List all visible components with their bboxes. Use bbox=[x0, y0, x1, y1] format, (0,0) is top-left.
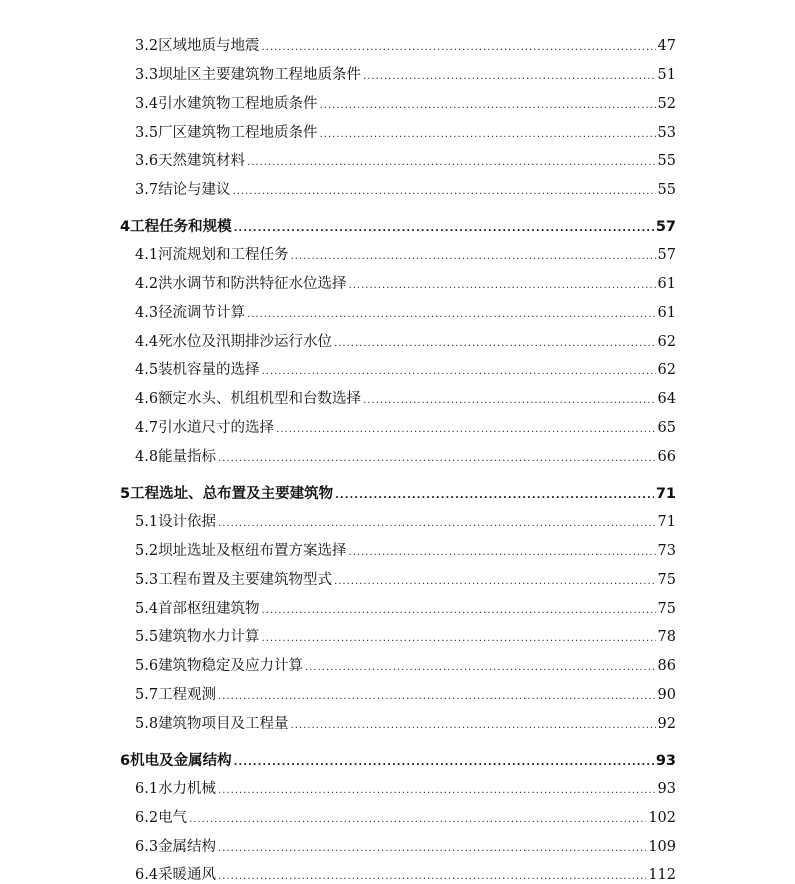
toc-dot-leader bbox=[233, 185, 656, 199]
toc-entry-number: 6.4 bbox=[135, 867, 159, 883]
toc-entry-page: 55 bbox=[657, 182, 676, 198]
toc-entry-number: 5.7 bbox=[135, 687, 159, 703]
toc-entry-number: 5 bbox=[120, 486, 131, 502]
toc-entry-number: 4 bbox=[120, 219, 131, 235]
toc-entry-page: 73 bbox=[657, 543, 676, 559]
toc-entry-page: 93 bbox=[657, 781, 676, 797]
toc-section-entry[interactable] bbox=[135, 444, 676, 466]
toc-chapter-entry[interactable] bbox=[120, 748, 676, 770]
toc-entry-title: 河流规划和工程任务 bbox=[158, 247, 289, 263]
toc-entry-number: 3.4 bbox=[135, 96, 159, 112]
toc-dot-leader bbox=[218, 517, 655, 531]
toc-section-entry[interactable] bbox=[135, 386, 676, 408]
toc-entry-number: 3.5 bbox=[135, 125, 159, 141]
toc-entry-page: 64 bbox=[657, 391, 676, 407]
toc-section-entry[interactable] bbox=[135, 300, 676, 322]
toc-entry-title: 区域地质与地震 bbox=[158, 38, 260, 54]
toc-entry-number: 3.6 bbox=[135, 153, 159, 169]
toc-entry-number: 4.2 bbox=[135, 276, 159, 292]
toc-dot-leader bbox=[335, 489, 654, 503]
toc-entry-number: 4.4 bbox=[135, 334, 159, 350]
toc-entry-number: 4.1 bbox=[135, 247, 159, 263]
toc-entry-number: 5.1 bbox=[135, 514, 159, 530]
toc-section-entry[interactable] bbox=[135, 509, 676, 531]
toc-entry-number: 3.7 bbox=[135, 182, 159, 198]
toc-entry-number: 6.3 bbox=[135, 839, 159, 855]
toc-entry-title: 建筑物项目及工程量 bbox=[158, 716, 289, 732]
toc-section-entry[interactable] bbox=[135, 148, 676, 170]
toc-entry-title: 金属结构 bbox=[158, 839, 217, 855]
toc-dot-leader bbox=[276, 423, 655, 437]
toc-chapter-entry[interactable] bbox=[120, 214, 676, 236]
toc-entry-title: 引水建筑物工程地质条件 bbox=[158, 96, 318, 112]
toc-entry-title: 洪水调节和防洪特征水位选择 bbox=[158, 276, 347, 292]
toc-entry-page: 61 bbox=[657, 276, 676, 292]
toc-dot-leader bbox=[234, 756, 654, 770]
toc-dot-leader bbox=[262, 365, 656, 379]
toc-dot-leader bbox=[262, 604, 656, 618]
toc-entry-page: 66 bbox=[657, 449, 676, 465]
toc-section-entry[interactable] bbox=[135, 834, 676, 856]
toc-section-entry[interactable] bbox=[135, 776, 676, 798]
toc-entry-page: 51 bbox=[657, 67, 676, 83]
toc-dot-leader bbox=[218, 870, 646, 884]
toc-dot-leader bbox=[291, 250, 656, 264]
toc-entry-page: 93 bbox=[655, 753, 676, 769]
toc-dot-leader bbox=[218, 842, 646, 856]
toc-section-entry[interactable] bbox=[135, 682, 676, 704]
toc-dot-leader bbox=[349, 279, 656, 293]
toc-entry-title: 径流调节计算 bbox=[158, 305, 246, 321]
toc-chapter-entry[interactable] bbox=[120, 481, 676, 503]
toc-dot-leader bbox=[334, 575, 655, 589]
toc-entry-page: 47 bbox=[657, 38, 676, 54]
toc-dot-leader bbox=[262, 632, 656, 646]
toc-entry-title: 天然建筑材料 bbox=[158, 153, 246, 169]
toc-entry-page: 112 bbox=[648, 867, 676, 883]
toc-section-entry[interactable] bbox=[135, 415, 676, 437]
toc-entry-number: 5.2 bbox=[135, 543, 159, 559]
toc-entry-title: 工程选址、总布置及主要建筑物 bbox=[130, 486, 334, 502]
toc-dot-leader bbox=[363, 394, 655, 408]
toc-entry-number: 4.5 bbox=[135, 362, 159, 378]
toc-section-entry[interactable] bbox=[135, 805, 676, 827]
toc-section-entry[interactable] bbox=[135, 271, 676, 293]
toc-entry-title: 死水位及汛期排沙运行水位 bbox=[158, 334, 333, 350]
toc-entry-title: 设计依据 bbox=[158, 514, 217, 530]
toc-dot-leader bbox=[291, 719, 656, 733]
toc-entry-page: 71 bbox=[657, 514, 676, 530]
toc-entry-title: 建筑物水力计算 bbox=[158, 629, 260, 645]
toc-dot-leader bbox=[234, 222, 654, 236]
toc-entry-title: 坝址选址及枢纽布置方案选择 bbox=[158, 543, 347, 559]
toc-entry-number: 4.6 bbox=[135, 391, 159, 407]
toc-dot-leader bbox=[218, 690, 655, 704]
toc-section-entry[interactable] bbox=[135, 357, 676, 379]
toc-section-entry[interactable] bbox=[135, 91, 676, 113]
toc-entry-page: 62 bbox=[657, 334, 676, 350]
toc-section-entry[interactable] bbox=[135, 567, 676, 589]
toc-entry-number: 6.2 bbox=[135, 810, 159, 826]
toc-entry-page: 109 bbox=[648, 839, 676, 855]
toc-dot-leader bbox=[320, 99, 656, 113]
toc-entry-page: 102 bbox=[648, 810, 676, 826]
toc-entry-page: 71 bbox=[655, 486, 676, 502]
toc-entry-page: 52 bbox=[657, 96, 676, 112]
toc-section-entry[interactable] bbox=[135, 120, 676, 142]
toc-section-entry[interactable] bbox=[135, 862, 676, 884]
toc-section-entry[interactable] bbox=[135, 596, 676, 618]
toc-entry-page: 55 bbox=[657, 153, 676, 169]
toc-entry-title: 坝址区主要建筑物工程地质条件 bbox=[158, 67, 362, 83]
toc-entry-page: 75 bbox=[657, 601, 676, 617]
toc-entry-page: 57 bbox=[655, 219, 676, 235]
toc-section-entry[interactable] bbox=[135, 33, 676, 55]
toc-dot-leader bbox=[189, 813, 646, 827]
toc-section-entry[interactable] bbox=[135, 62, 676, 84]
toc-dot-leader bbox=[247, 156, 655, 170]
toc-dot-leader bbox=[320, 128, 656, 142]
toc-entry-page: 57 bbox=[657, 247, 676, 263]
toc-section-entry[interactable] bbox=[135, 538, 676, 560]
toc-entry-title: 电气 bbox=[158, 810, 188, 826]
toc-entry-number: 5.8 bbox=[135, 716, 159, 732]
toc-entry-page: 65 bbox=[657, 420, 676, 436]
toc-entry-title: 水力机械 bbox=[158, 781, 217, 797]
toc-entry-number: 4.3 bbox=[135, 305, 159, 321]
toc-entry-page: 92 bbox=[657, 716, 676, 732]
toc-entry-page: 53 bbox=[657, 125, 676, 141]
toc-entry-page: 90 bbox=[657, 687, 676, 703]
toc-entry-number: 4.8 bbox=[135, 449, 159, 465]
toc-entry-title: 厂区建筑物工程地质条件 bbox=[158, 125, 318, 141]
toc-dot-leader bbox=[247, 308, 655, 322]
toc-dot-leader bbox=[305, 661, 655, 675]
toc-dot-leader bbox=[218, 452, 655, 466]
toc-entry-number: 5.5 bbox=[135, 629, 159, 645]
toc-entry-title: 额定水头、机组机型和台数选择 bbox=[158, 391, 362, 407]
toc-section-entry[interactable] bbox=[135, 653, 676, 675]
toc-entry-page: 86 bbox=[657, 658, 676, 674]
toc-section-entry[interactable] bbox=[135, 329, 676, 351]
toc-entry-page: 61 bbox=[657, 305, 676, 321]
toc-dot-leader bbox=[262, 41, 656, 55]
toc-entry-title: 采暖通风 bbox=[158, 867, 217, 883]
toc-dot-leader bbox=[349, 546, 656, 560]
toc-entry-title: 建筑物稳定及应力计算 bbox=[158, 658, 304, 674]
toc-entry-title: 引水道尺寸的选择 bbox=[158, 420, 275, 436]
toc-section-entry[interactable] bbox=[135, 177, 676, 199]
toc-entry-title: 首部枢纽建筑物 bbox=[158, 601, 260, 617]
toc-entry-title: 工程布置及主要建筑物型式 bbox=[158, 572, 333, 588]
toc-section-entry[interactable] bbox=[135, 242, 676, 264]
toc-entry-title: 结论与建议 bbox=[158, 182, 231, 198]
toc-entry-title: 工程任务和规模 bbox=[130, 219, 232, 235]
toc-entry-page: 62 bbox=[657, 362, 676, 378]
toc-entry-title: 工程观测 bbox=[158, 687, 217, 703]
toc-entry-number: 4.7 bbox=[135, 420, 159, 436]
toc-entry-page: 78 bbox=[657, 629, 676, 645]
toc-entry-number: 3.2 bbox=[135, 38, 159, 54]
toc-entry-number: 5.3 bbox=[135, 572, 159, 588]
toc-entry-number: 3.3 bbox=[135, 67, 159, 83]
toc-entry-title: 能量指标 bbox=[158, 449, 217, 465]
toc-entry-page: 75 bbox=[657, 572, 676, 588]
toc-dot-leader bbox=[363, 70, 655, 84]
toc-entry-number: 5.6 bbox=[135, 658, 159, 674]
toc-dot-leader bbox=[218, 784, 655, 798]
toc-entry-title: 机电及金属结构 bbox=[130, 753, 232, 769]
toc-section-entry[interactable] bbox=[135, 711, 676, 733]
toc-dot-leader bbox=[334, 337, 655, 351]
toc-entry-number: 6 bbox=[120, 753, 131, 769]
toc-section-entry[interactable] bbox=[135, 624, 676, 646]
toc-entry-number: 5.4 bbox=[135, 601, 159, 617]
toc-entry-number: 6.1 bbox=[135, 781, 159, 797]
toc-entry-title: 装机容量的选择 bbox=[158, 362, 260, 378]
